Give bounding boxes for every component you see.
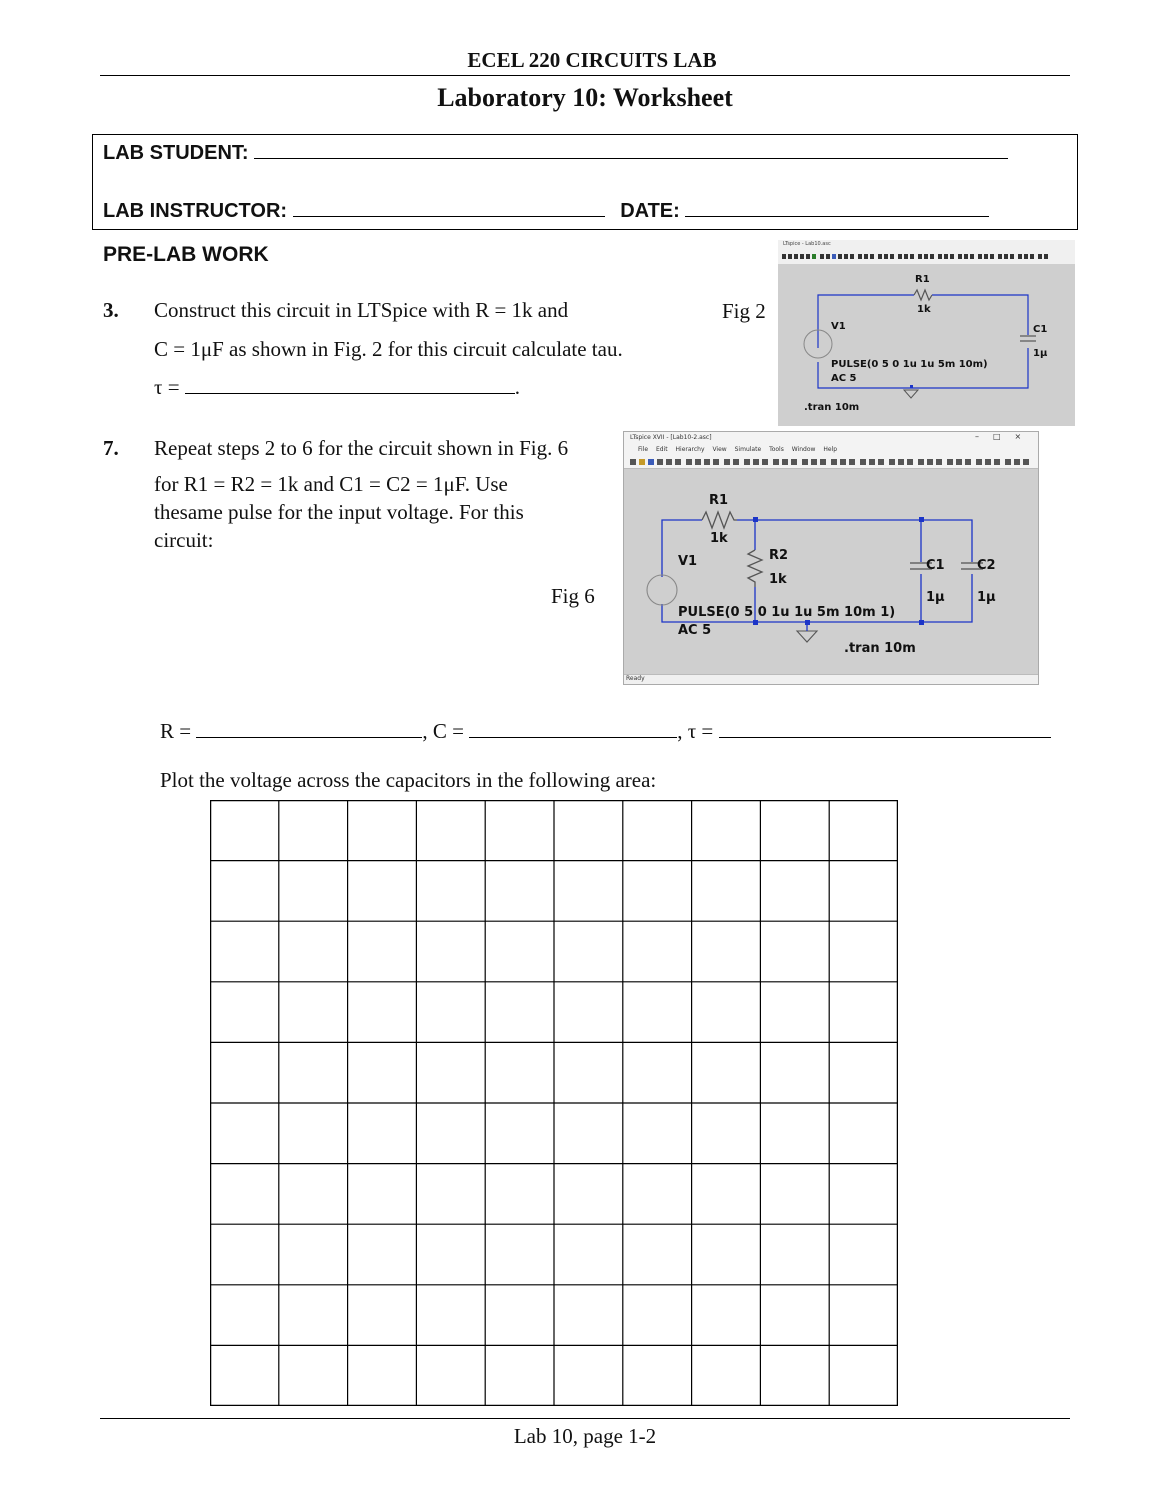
fig2-r1-symbol bbox=[914, 290, 932, 300]
c-answer-field[interactable] bbox=[469, 737, 677, 738]
step3-line2: C = 1μF as shown in Fig. 2 for this circuit calculate tau. bbox=[154, 337, 623, 361]
section-title: PRE-LAB WORK bbox=[103, 243, 269, 266]
fig2-c1-symbol bbox=[1020, 336, 1036, 341]
fig6-r1-symbol bbox=[702, 512, 737, 528]
header-rule bbox=[100, 75, 1070, 76]
c-label: , C = bbox=[422, 719, 464, 743]
menu-hierarchy[interactable]: Hierarchy bbox=[675, 446, 705, 453]
student-info-box bbox=[92, 134, 1078, 230]
fig6-ac: AC 5 bbox=[678, 623, 712, 638]
fig6-c2-name: C2 bbox=[977, 558, 996, 573]
course-title: ECEL 220 CIRCUITS LAB bbox=[467, 48, 717, 72]
step7-line2: for R1 = R2 = 1k and C1 = C2 = 1μF. Use bbox=[154, 472, 508, 496]
fig2-window-title: LTspice - Lab10.asc bbox=[783, 241, 831, 247]
fig6-c2-value: 1μ bbox=[977, 590, 996, 605]
plot-grid[interactable] bbox=[210, 800, 898, 1406]
fig6-statusbar bbox=[624, 674, 1038, 685]
fig2-ltspice-screenshot bbox=[778, 240, 1075, 426]
fig2-c1-value: 1μ bbox=[1033, 348, 1048, 359]
fig6-wire-top-right bbox=[921, 520, 972, 562]
menu-edit[interactable]: Edit bbox=[655, 446, 668, 453]
date-field[interactable] bbox=[685, 216, 989, 217]
fig2-label: Fig 2 bbox=[722, 299, 766, 323]
fig2-v1-name: V1 bbox=[831, 321, 846, 332]
fig2-c1-name: C1 bbox=[1033, 324, 1048, 335]
tau-label: τ = bbox=[154, 375, 180, 399]
student-label: LAB STUDENT: bbox=[103, 142, 249, 164]
fig6-c1-name: C1 bbox=[926, 558, 945, 573]
student-row bbox=[103, 142, 1008, 165]
fig6-r2-value: 1k bbox=[769, 572, 787, 587]
tau-answer-field[interactable] bbox=[185, 393, 515, 394]
menu-window[interactable]: Window bbox=[791, 446, 816, 453]
fig6-r2-symbol bbox=[748, 550, 762, 587]
fig6-r1-name: R1 bbox=[709, 493, 729, 508]
fig6-window-controls: –□× bbox=[975, 432, 1036, 441]
fig2-ac: AC 5 bbox=[831, 373, 857, 384]
menu-tools[interactable]: Tools bbox=[769, 446, 784, 453]
step7-line1: Repeat steps 2 to 6 for the circuit shown in Fig. 6 bbox=[154, 436, 569, 460]
tau6-answer-field[interactable] bbox=[719, 737, 1051, 738]
footer-rule bbox=[100, 1418, 1070, 1419]
fig6-tran: .tran 10m bbox=[844, 641, 916, 656]
fig2-tran: .tran 10m bbox=[804, 402, 860, 413]
instructor-label: LAB INSTRUCTOR: bbox=[103, 200, 288, 222]
fig6-ltspice-screenshot bbox=[623, 431, 1039, 685]
tau-period: . bbox=[514, 375, 521, 399]
page-title: Laboratory 10: Worksheet bbox=[437, 83, 733, 112]
fig6-wire-top-mid bbox=[737, 520, 921, 562]
fig2-pulse: PULSE(0 5 0 1u 1u 5m 10m) bbox=[831, 359, 988, 370]
fig6-v1-symbol bbox=[647, 575, 677, 605]
fig2-schematic bbox=[778, 240, 1075, 426]
fig6-label: Fig 6 bbox=[551, 584, 595, 608]
fig6-r2-name: R2 bbox=[769, 548, 789, 563]
r-answer-field[interactable] bbox=[196, 737, 422, 738]
menu-simulate[interactable]: Simulate bbox=[734, 446, 762, 453]
step7-line3: thesame pulse for the input voltage. For this bbox=[154, 500, 524, 524]
tau6-label: , τ = bbox=[677, 719, 714, 743]
fig6-v1-name: V1 bbox=[678, 554, 698, 569]
step3-number: 3. bbox=[103, 298, 119, 322]
menu-help[interactable]: Help bbox=[823, 446, 838, 453]
plot-instruction: Plot the voltage across the capacitors in the following area: bbox=[160, 768, 657, 792]
date-label: DATE: bbox=[620, 200, 680, 222]
menu-view[interactable]: View bbox=[712, 446, 727, 453]
answer-row bbox=[160, 719, 1051, 744]
fig6-r1-value: 1k bbox=[710, 531, 728, 546]
fig6-window-title: LTspice XVII - [Lab10-2.asc] bbox=[630, 434, 712, 441]
fig2-r1-value: 1k bbox=[917, 304, 931, 315]
fig6-ground-symbol bbox=[797, 631, 817, 642]
instructor-name-field[interactable] bbox=[293, 216, 605, 217]
student-name-field[interactable] bbox=[254, 158, 1008, 159]
fig2-node bbox=[910, 385, 913, 388]
step3-tau-row bbox=[154, 375, 520, 400]
r-label: R = bbox=[160, 719, 192, 743]
step7-line4: circuit: bbox=[154, 528, 214, 552]
menu-file[interactable]: File bbox=[638, 446, 649, 453]
step7-number: 7. bbox=[103, 436, 119, 460]
fig6-c1-value: 1μ bbox=[926, 590, 945, 605]
instructor-row bbox=[103, 200, 989, 223]
fig2-wire-right bbox=[932, 295, 1028, 335]
fig2-r1-name: R1 bbox=[915, 274, 930, 285]
fig2-ground-symbol bbox=[904, 390, 918, 398]
step3-line1: Construct this circuit in LTSpice with R = 1k and bbox=[154, 298, 569, 322]
fig6-pulse: PULSE(0 5 0 1u 1u 5m 10m 1) bbox=[678, 605, 896, 620]
page-footer: Lab 10, page 1-2 bbox=[513, 1424, 657, 1448]
fig6-status-text: Ready bbox=[626, 675, 645, 682]
